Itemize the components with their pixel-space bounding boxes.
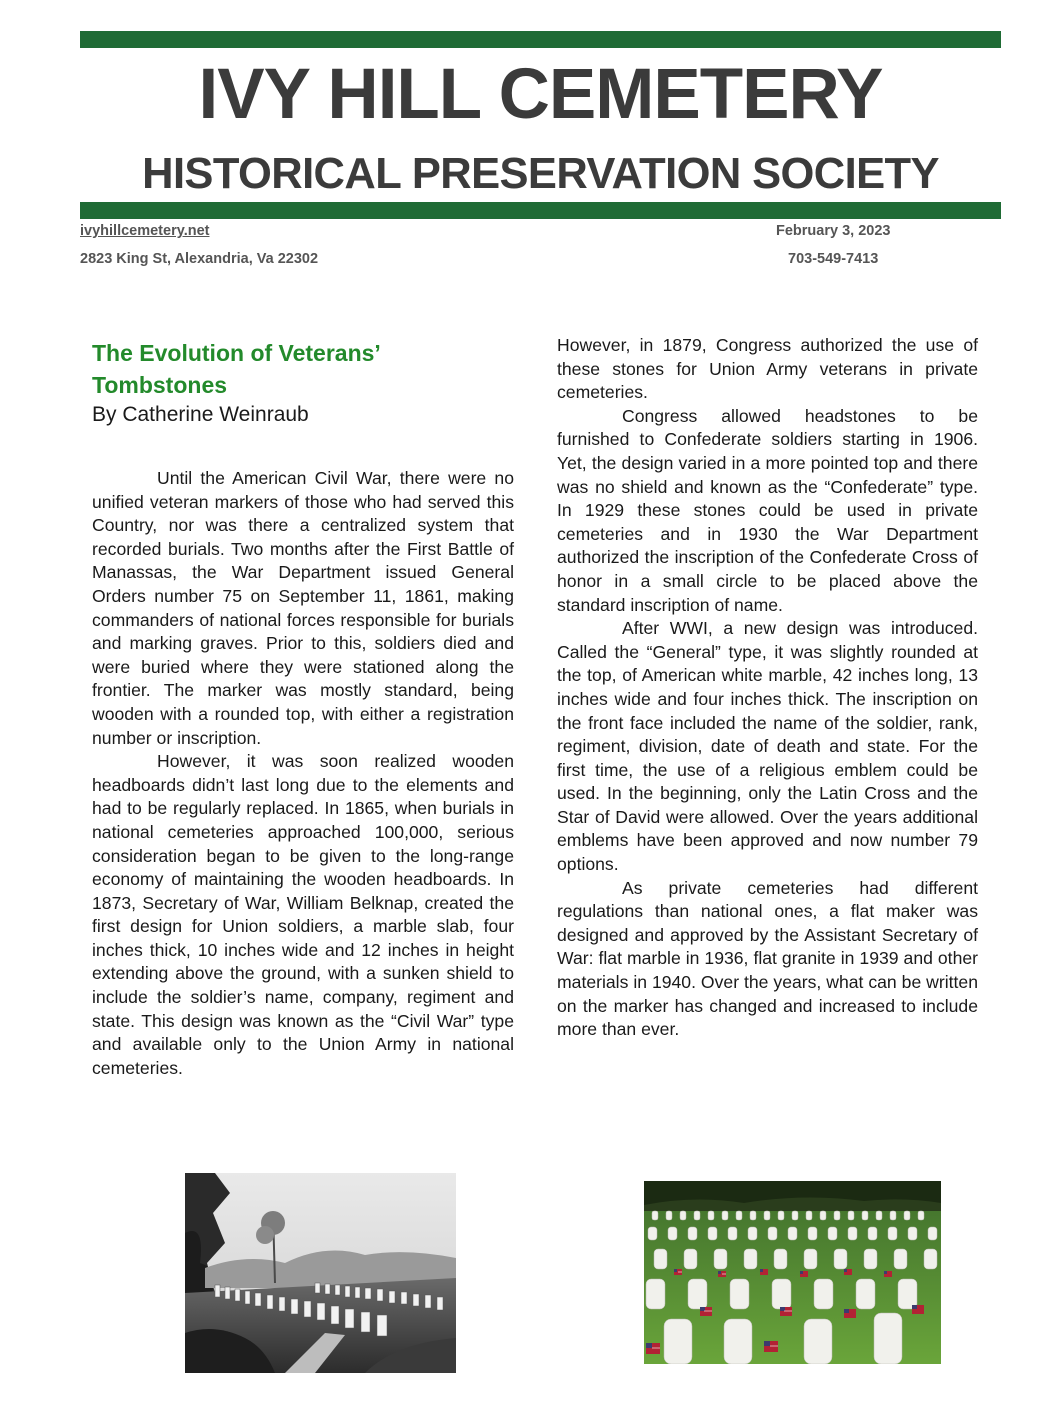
paragraph-continued: However, in 1879, Congress authorized the use of these stones for Union Army veterans in private cemeteries. [557, 335, 978, 403]
issue-date: February 3, 2023 [776, 223, 891, 239]
masthead-title: IVY HILL CEMETERY [198, 55, 883, 134]
paragraph: Until the American Civil War, there were no unified veteran markers of those who had served this Country, nor was there a centralized system that recorded burials. Two months after the First Battle of Manassas, the War Department issued General Orders number 75 on September 11, 1861, making commanders of national forces responsible for burials and marking graves. Prior to this, soldiers died and were buried where they were stationed along the frontier. The marker was mostly standard, being wooden with a rounded top, with either a registration number or inscription. [92, 468, 514, 748]
article-right-column [557, 334, 978, 1042]
article-left-column [92, 467, 514, 1080]
masthead-top-rule [80, 31, 1001, 48]
paragraph: After WWI, a new design was introduced. Called the “General” type, it was slightly rounded at the top, of American white marble, 42 inches long, 13 inches wide and four inches thick. The inscription on the front face included the name of the soldier, rank, regiment, division, date of death and state. For the first time, the use of a religious emblem could be used. In the beginning, only the Latin Cross and the Star of David were allowed. Over the years additional emblems have been approved and now number 79 options. [557, 618, 978, 875]
paragraph: Congress allowed headstones to be furnished to Confederate soldiers starting in 1906. Yet, the design varied in a more pointed top and there was no shield and known as the “Confederate” type. In 1929 these stones could be used in private cemeteries and in 1930 the War Department authorized the inscription of the Confederate Cross of honor in a small circle to be placed above the standard inscription of name. [557, 405, 978, 615]
national-cemetery-flags-photo [644, 1181, 941, 1364]
paragraph: However, it was soon realized wooden headboards didn’t last long due to the elements and had to be regularly replaced. In 1865, when burials in national cemeteries approached 100,000, serious consideration began to be given to the long-range economy of maintaining the wooden headboards. In 1873, Secretary of War, William Belknap, created the first design for Union soldiers, a marble slab, four inches thick, 10 inches wide and 12 inches in height extending above the ground, with a sunken shield to include the soldier’s name, company, regiment and state. This design was known as the “Civil War” type and available only to the Union Army in national cemeteries. [92, 751, 514, 1078]
historic-cemetery-photo [185, 1173, 456, 1373]
article-title: The Evolution of Veterans’ Tombstones [92, 340, 380, 398]
article-byline: By Catherine Weinraub [92, 403, 309, 426]
masthead-bottom-rule [80, 202, 1001, 219]
masthead-subtitle: HISTORICAL PRESERVATION SOCIETY [142, 150, 939, 198]
paragraph: As private cemeteries had different regulations than national ones, a flat maker was designed and approved by the Assistant Secretary of War: flat marble in 1936, flat granite in 1939 and other materials in 1940. Over the years, what can be written on the marker has changed and increased to include more than ever. [557, 877, 978, 1040]
website-link[interactable]: ivyhillcemetery.net [80, 223, 210, 239]
phone-number: 703-549-7413 [788, 251, 879, 267]
address-text: 2823 King St, Alexandria, Va 22302 [80, 251, 319, 267]
